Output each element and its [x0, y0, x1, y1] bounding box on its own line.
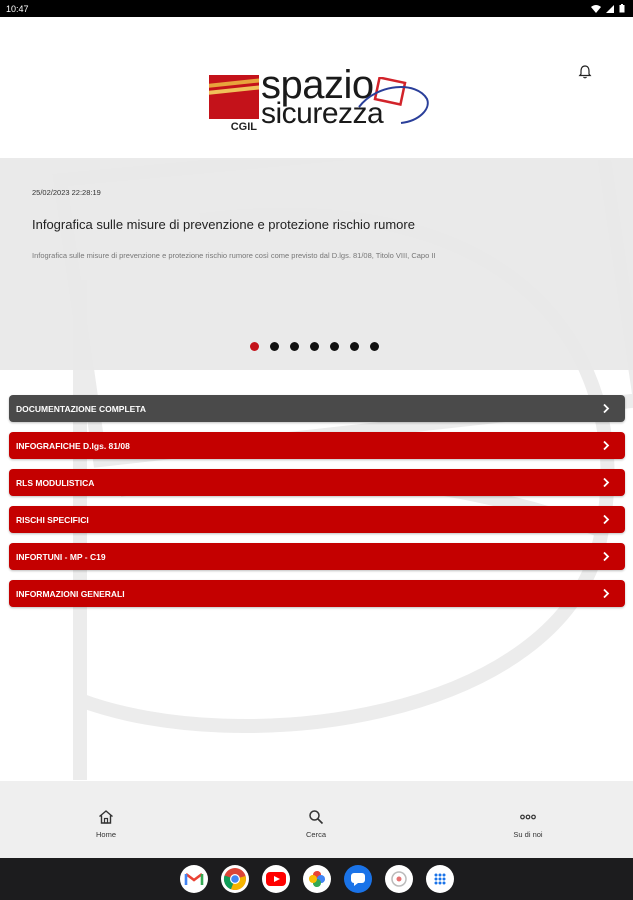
menu-item-label: RLS MODULISTICA — [16, 477, 95, 488]
news-carousel[interactable] — [0, 158, 633, 370]
nav-about[interactable] — [488, 808, 568, 839]
nav-home[interactable] — [66, 808, 146, 839]
bottom-navigation — [0, 781, 633, 858]
home-icon — [97, 808, 115, 826]
menu-item[interactable] — [9, 580, 625, 607]
slide-description: Infografica sulle misure di prevenzione e protezione rischio rumore così come previsto dal D.lgs. 81/08, Titolo VIII, Capo II — [32, 251, 436, 260]
photos-icon[interactable] — [303, 865, 331, 893]
menu-item[interactable] — [9, 469, 625, 496]
chevron-right-icon — [601, 403, 611, 414]
menu-item[interactable] — [9, 432, 625, 459]
menu-item-label: RISCHI SPECIFICI — [16, 514, 89, 525]
more-icon — [519, 808, 537, 826]
nav-about-label: Su di noi — [513, 830, 543, 839]
carousel-dot[interactable] — [250, 342, 259, 351]
wifi-icon — [591, 5, 601, 13]
bell-icon[interactable] — [577, 64, 593, 80]
carousel-dot[interactable] — [350, 342, 359, 351]
logo-brand-bottom: sicurezza — [261, 97, 384, 130]
carousel-dot[interactable] — [370, 342, 379, 351]
menu-item-label: INFORMAZIONI GENERALI — [16, 588, 125, 599]
carousel-dot[interactable] — [290, 342, 299, 351]
menu-item-label: DOCUMENTAZIONE COMPLETA — [16, 403, 147, 414]
logo-swirl-mark — [357, 77, 432, 127]
messages-icon[interactable] — [344, 865, 372, 893]
youtube-icon[interactable] — [262, 865, 290, 893]
carousel-dot[interactable] — [270, 342, 279, 351]
slide-date: 25/02/2023 22:28:19 — [32, 188, 101, 197]
carousel-indicators — [250, 342, 379, 351]
signal-icon — [606, 5, 614, 13]
chrome-icon[interactable] — [221, 865, 249, 893]
nav-search[interactable] — [276, 808, 356, 839]
chevron-right-icon — [601, 514, 611, 525]
menu-item-label: INFORTUNI - MP - C19 — [16, 551, 106, 562]
search-icon — [307, 808, 325, 826]
system-dock — [0, 858, 633, 900]
menu-item[interactable] — [9, 543, 625, 570]
gmail-icon[interactable] — [180, 865, 208, 893]
logo-org-line2: CGIL — [230, 121, 257, 133]
chevron-right-icon — [601, 477, 611, 488]
nav-search-label: Cerca — [305, 830, 326, 839]
chevron-right-icon — [601, 440, 611, 451]
battery-icon — [619, 4, 625, 13]
menu-item[interactable] — [9, 395, 625, 422]
carousel-dot[interactable] — [310, 342, 319, 351]
chevron-right-icon — [601, 588, 611, 599]
menu-item[interactable] — [9, 506, 625, 533]
slide-title[interactable]: Infografica sulle misure di prevenzione e protezione rischio rumore — [32, 217, 415, 232]
logo-brand-top: spazio — [261, 63, 374, 107]
app-drawer-icon[interactable] — [426, 865, 454, 893]
carousel-dot[interactable] — [330, 342, 339, 351]
status-bar — [0, 0, 633, 17]
camera-icon[interactable] — [385, 865, 413, 893]
app-logo — [207, 63, 432, 151]
status-time: 10:47 — [6, 3, 29, 14]
logo-org-line1: FILTEM — [230, 113, 256, 120]
chevron-right-icon — [601, 551, 611, 562]
section-menu — [9, 395, 625, 617]
nav-home-label: Home — [95, 830, 116, 839]
menu-item-label: INFOGRAFICHE D.lgs. 81/08 — [16, 440, 130, 451]
